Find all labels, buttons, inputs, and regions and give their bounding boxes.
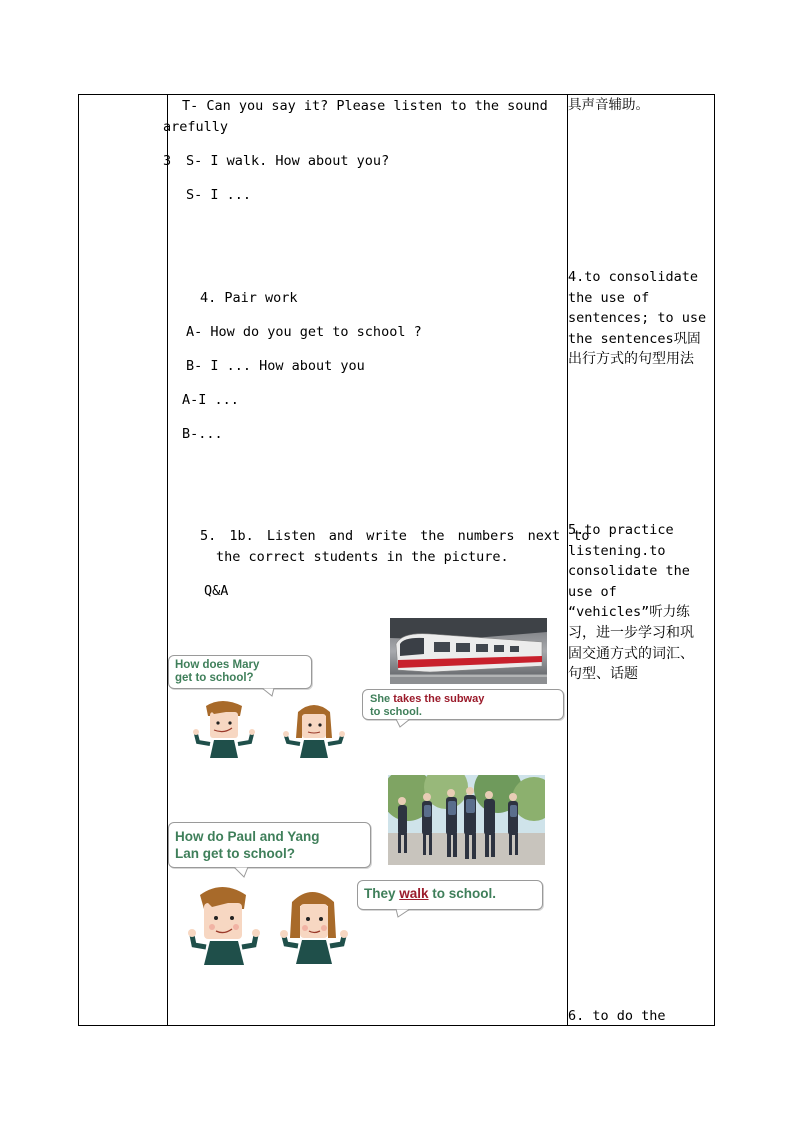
listening-task-line-2: the correct students in the picture. [216,549,509,565]
activity-line-2: arefully [163,119,229,135]
note-4 [568,267,714,370]
subway-train-photo [390,618,547,684]
note-3-tail: 具声音辅助。 [568,97,649,113]
speech-bubble-answer-walk [357,880,543,910]
listening-task-line-1: 5. 1b. Listen and write the numbers next to [200,528,590,544]
pair-work-heading: 4. Pair work [200,290,298,306]
note-line: 5.to practice [568,522,674,538]
activity-line-4: S- I ... [186,187,252,203]
qa-label: Q&A [204,583,229,599]
dialogue-line-a1: A- How do you get to school ? [186,324,422,340]
dialogue-line-b2: B-... [182,426,223,442]
bubble-tail [396,909,412,919]
note-5 [568,520,714,685]
note-line: “vehicles”听力练 [568,604,690,621]
bubble-tail [396,719,412,729]
note-line: use of [568,583,617,600]
activity-line-1: T- Can you say it? Please listen to the sound [182,98,548,114]
bubble-text-line: get to school? [175,672,254,684]
cartoon-boy-1 [192,700,262,758]
dialogue-line-b1: B- I ... How about you [186,358,365,374]
cartoon-boy-2 [188,885,262,965]
note-line: sentences; to use [568,310,707,327]
note-line: listening.to [568,542,666,559]
bubble-text: She [370,693,394,705]
speech-bubble-question-paul-yanglan [168,822,371,868]
table-border-right [714,94,715,1026]
table-divider-1 [167,94,168,1026]
bubble-text-line: How do Paul and Yang [175,829,320,844]
note-line: 句型、话题 [568,666,638,683]
step-number-3: 3 [163,153,172,169]
bubble-tail [262,688,276,698]
bubble-text-line: Lan get to school? [175,846,295,861]
table-border-left [78,94,79,1026]
bubble-text-line: How does Mary [175,659,260,671]
students-walking-photo [388,775,545,865]
dialogue-line-a2: A-I ... [182,392,239,408]
note-line: consolidate the [568,563,690,580]
bubble-text: to school. [370,705,422,718]
bubble-text: They [364,886,400,901]
cartoon-girl-2 [278,888,350,964]
bubble-text: to school. [428,886,497,901]
note-line: the sentences巩固 [568,330,701,347]
activity-line-3: S- I walk. How about you? [186,153,390,169]
cartoon-girl-1 [282,702,352,758]
bubble-tail [234,867,250,879]
note-line: the use of [568,289,650,306]
note-6: 6. to do the [568,1008,666,1024]
bubble-text: the subway [421,693,485,705]
note-line: 习，进一步学习和巩 [568,624,694,641]
note-line: 出行方式的句型用法 [568,351,694,368]
speech-bubble-question-mary [168,655,312,689]
note-line: 固交通方式的词汇、 [568,645,694,662]
note-line: 4.to consolidate [568,269,699,285]
verb-walk-highlight: walk [399,886,429,901]
speech-bubble-answer-subway [362,689,564,720]
verb-takes-highlight: takes [393,693,422,705]
